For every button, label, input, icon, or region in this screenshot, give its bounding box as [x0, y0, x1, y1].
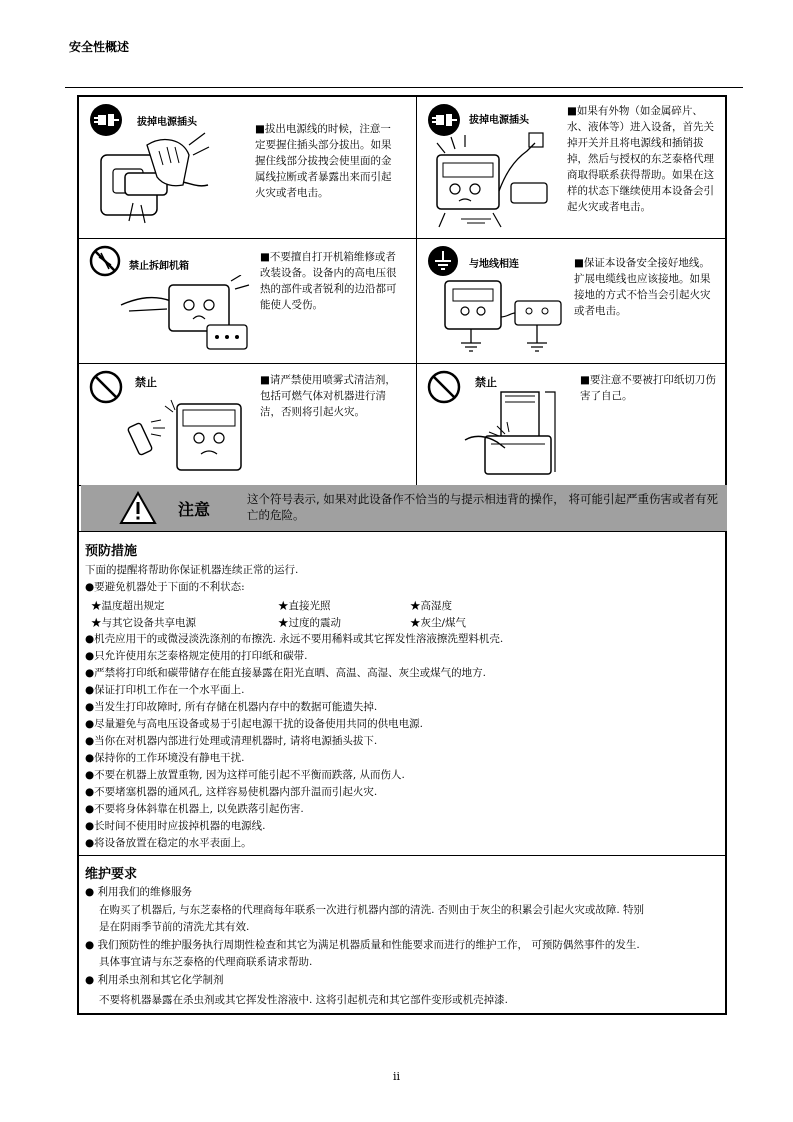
maintenance-line: 是在阴雨季节前的清洗尤其有效.	[99, 921, 250, 933]
cell-label: 禁止	[475, 376, 497, 389]
cutter-illustration	[461, 386, 561, 480]
precaution-item: ●长时间不使用时应拔掉机器的电源线.	[85, 820, 266, 832]
maintenance-title: 维护要求	[85, 867, 138, 882]
safety-cell-no-disassembly	[79, 239, 416, 363]
precaution-item: ●不要堵塞机器的通风孔, 这样容易使机器内部升温而引起火灾.	[85, 786, 378, 798]
cell-description: ■拔出电源线的时候，注意一定要握住插头部分拔出。如果握住线部分拔拽会使里面的金属线拉断或者暴露出来而引起火灾或者电击。	[255, 123, 392, 199]
precaution-item: ●不要将身体斜靠在机器上, 以免跌落引起伤害.	[85, 803, 304, 815]
unplug-illustration	[93, 125, 213, 235]
page-number: ii	[392, 1070, 401, 1083]
precaution-item: ●严禁将打印纸和碳带储存在能直接暴露在阳光直晒、高温、高湿、灰尘或煤气的地方.	[85, 667, 486, 679]
caution-banner	[81, 485, 727, 531]
precaution-item: ●只允许使用东芝泰格规定使用的打印纸和碳带.	[85, 650, 308, 662]
safety-cell-cutter	[417, 364, 725, 485]
ground-illustration	[441, 277, 571, 359]
row-divider	[79, 531, 725, 532]
condition-item: ★过度的震动	[278, 617, 341, 629]
maintenance-line: ● 利用我们的维修服务	[85, 886, 192, 898]
no-spray-illustration	[127, 396, 247, 476]
cell-label: 与地线相连	[469, 259, 519, 270]
precaution-item: ●不要在机器上放置重物, 因为这样可能引起不平衡而跌落, 从而伤人.	[85, 769, 405, 781]
condition-item: ★直接光照	[278, 600, 331, 612]
maintenance-line: ● 我们预防性的维护服务执行周期性检查和其它为满足机器质量和性能要求而进行的维护工作， 可预防偶然事件的发生.	[85, 939, 640, 951]
precautions-intro: 下面的提醒将帮助你保证机器连续正常的运行.	[85, 564, 299, 576]
precaution-item: ●当你在对机器内部进行处理或清理机器时, 请将电源插头拔下.	[85, 735, 378, 747]
maintenance-line: 具体事宜请与东芝泰格的代理商联系请求帮助.	[99, 956, 313, 968]
maintenance-line: ● 利用杀虫剂和其它化学制剂	[85, 974, 224, 986]
condition-item: ★灰尘/煤气	[410, 617, 467, 629]
cell-label: 拔掉电源插头	[469, 115, 529, 126]
precautions-title: 预防措施	[85, 544, 138, 559]
cell-description: ■不要擅自打开机箱维修或者改装设备。设备内的高电压很热的部件或者锐利的边沿都可能使人受伤。	[260, 251, 397, 311]
foreign-object-illustration	[431, 131, 555, 231]
precaution-item: ●将设备放置在稳定的水平表面上。	[85, 837, 252, 849]
cell-description: ■如果有外物（如金属碎片、水、液体等）进入设备，首先关掉开关并且将电源线和插销拔掉，然后与授权的东芝泰格代理商取得联系获得帮助。如果在这样的状态下继续使用本设备会引起火灾或者电击。	[567, 105, 714, 213]
prohibited-icon	[89, 370, 123, 404]
cell-label: 禁止拆卸机箱	[129, 261, 189, 272]
cell-label: 拔掉电源插头	[137, 117, 197, 128]
safety-cell-no-spray	[79, 364, 416, 485]
warning-triangle-icon	[119, 491, 157, 525]
condition-item: ★温度超出规定	[91, 600, 165, 612]
maintenance-line: 不要将机器暴露在杀虫剂或其它挥发性溶液中. 这将引起机壳和其它部件变形或机壳掉漆.	[99, 994, 509, 1006]
precaution-item: ●当发生打印故障时, 所有存储在机器内存中的数据可能遗失掉.	[85, 701, 378, 713]
safety-frame	[77, 95, 727, 1015]
safety-cell-foreign-object	[417, 97, 725, 238]
ground-icon	[427, 245, 459, 277]
no-disassembly-illustration	[119, 275, 253, 355]
cell-description: ■要注意不要被打印纸切刀伤害了自己。	[580, 374, 716, 402]
caution-message: 这个符号表示, 如果对此设备作不恰当的与提示相违背的操作， 将可能引起严重伤害或者有死亡的危险。	[247, 492, 718, 522]
precaution-item: ●机壳应用干的或微浸淡洗涤剂的布擦洗. 永远不要用稀料或其它挥发性溶液擦洗塑料机壳.	[85, 633, 504, 645]
page-header-title: 安全性概述	[69, 40, 130, 54]
cell-description: ■保证本设备安全接好地线。扩展电缆线也应该接地。如果接地的方式不恰当会引起火灾或者电击。	[574, 257, 711, 317]
maintenance-line: 在购买了机器后, 与东芝泰格的代理商每年联系一次进行机器内部的清洗. 否则由于灰尘的积累会引起火灾或故障. 特别	[99, 904, 645, 916]
avoid-heading: ●要避免机器处于下面的不利状态:	[85, 581, 245, 593]
row-divider	[79, 855, 725, 856]
cell-label: 禁止	[135, 376, 157, 389]
precaution-item: ●保证打印机工作在一个水平面上.	[85, 684, 245, 696]
safety-cell-ground	[417, 239, 725, 363]
condition-item: ★与其它设备共享电源	[91, 617, 196, 629]
safety-cell-unplug	[79, 97, 416, 238]
no-disassembly-icon	[89, 245, 121, 277]
precaution-item: ●保持你的工作环境没有静电干扰.	[85, 752, 245, 764]
cell-description: ■请严禁使用喷雾式清洁剂，包括可燃气体对机器进行清洁，否则将引起火灾。	[260, 374, 396, 418]
header-rule	[65, 87, 743, 88]
condition-item: ★高湿度	[410, 600, 452, 612]
precaution-item: ●尽量避免与高电压设备或易于引起电源干扰的设备使用共同的供电电源.	[85, 718, 423, 730]
caution-title: 注意	[178, 500, 211, 519]
prohibited-icon	[427, 370, 461, 404]
